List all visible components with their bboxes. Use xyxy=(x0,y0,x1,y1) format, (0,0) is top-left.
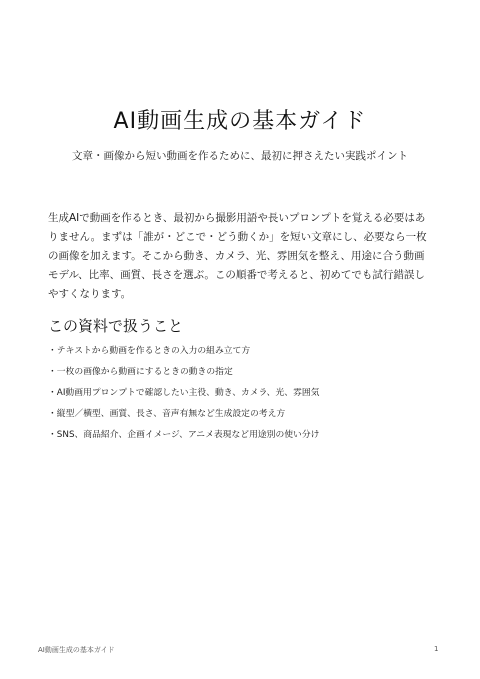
document-title: AI動画生成の基本ガイド xyxy=(113,109,367,134)
list-item: ・縦型／横型、画質、長さ、音声有無など生成設定の考え方 xyxy=(48,409,286,419)
footer-title: AI動画生成の基本ガイド xyxy=(38,646,115,654)
section-heading: この資料で扱うこと xyxy=(48,317,184,335)
intro-paragraph: 生成AIで動画を作るとき、最初から撮影用語や長いプロンプトを覚える必要はありません。まずは「誰が・どこで・どう動くか」を短い文章にし、必要なら一枚の画像を加えます。そこから動き、カメラ、光、雰囲気を整え、用途に合う動画モデル、比率、画質、長さを選ぶ。この順番で考えると、初めてでも試行錯誤しやすくなります。 xyxy=(48,212,427,300)
list-item: ・SNS、商品紹介、企画イメージ、アニメ表現など用途別の使い分け xyxy=(48,430,320,440)
list-item: ・一枚の画像から動画にするときの動きの指定 xyxy=(48,367,233,377)
page-number: 1 xyxy=(434,645,439,653)
list-item: ・テキストから動画を作るときの入力の組み立て方 xyxy=(48,346,251,356)
document-subtitle: 文章・画像から短い動画を作るために、最初に押さえたい実践ポイント xyxy=(72,150,408,162)
topic-list xyxy=(48,344,319,449)
list-item: ・AI動画用プロンプトで確認したい主役、動き、カメラ、光、雰囲気 xyxy=(48,388,320,398)
